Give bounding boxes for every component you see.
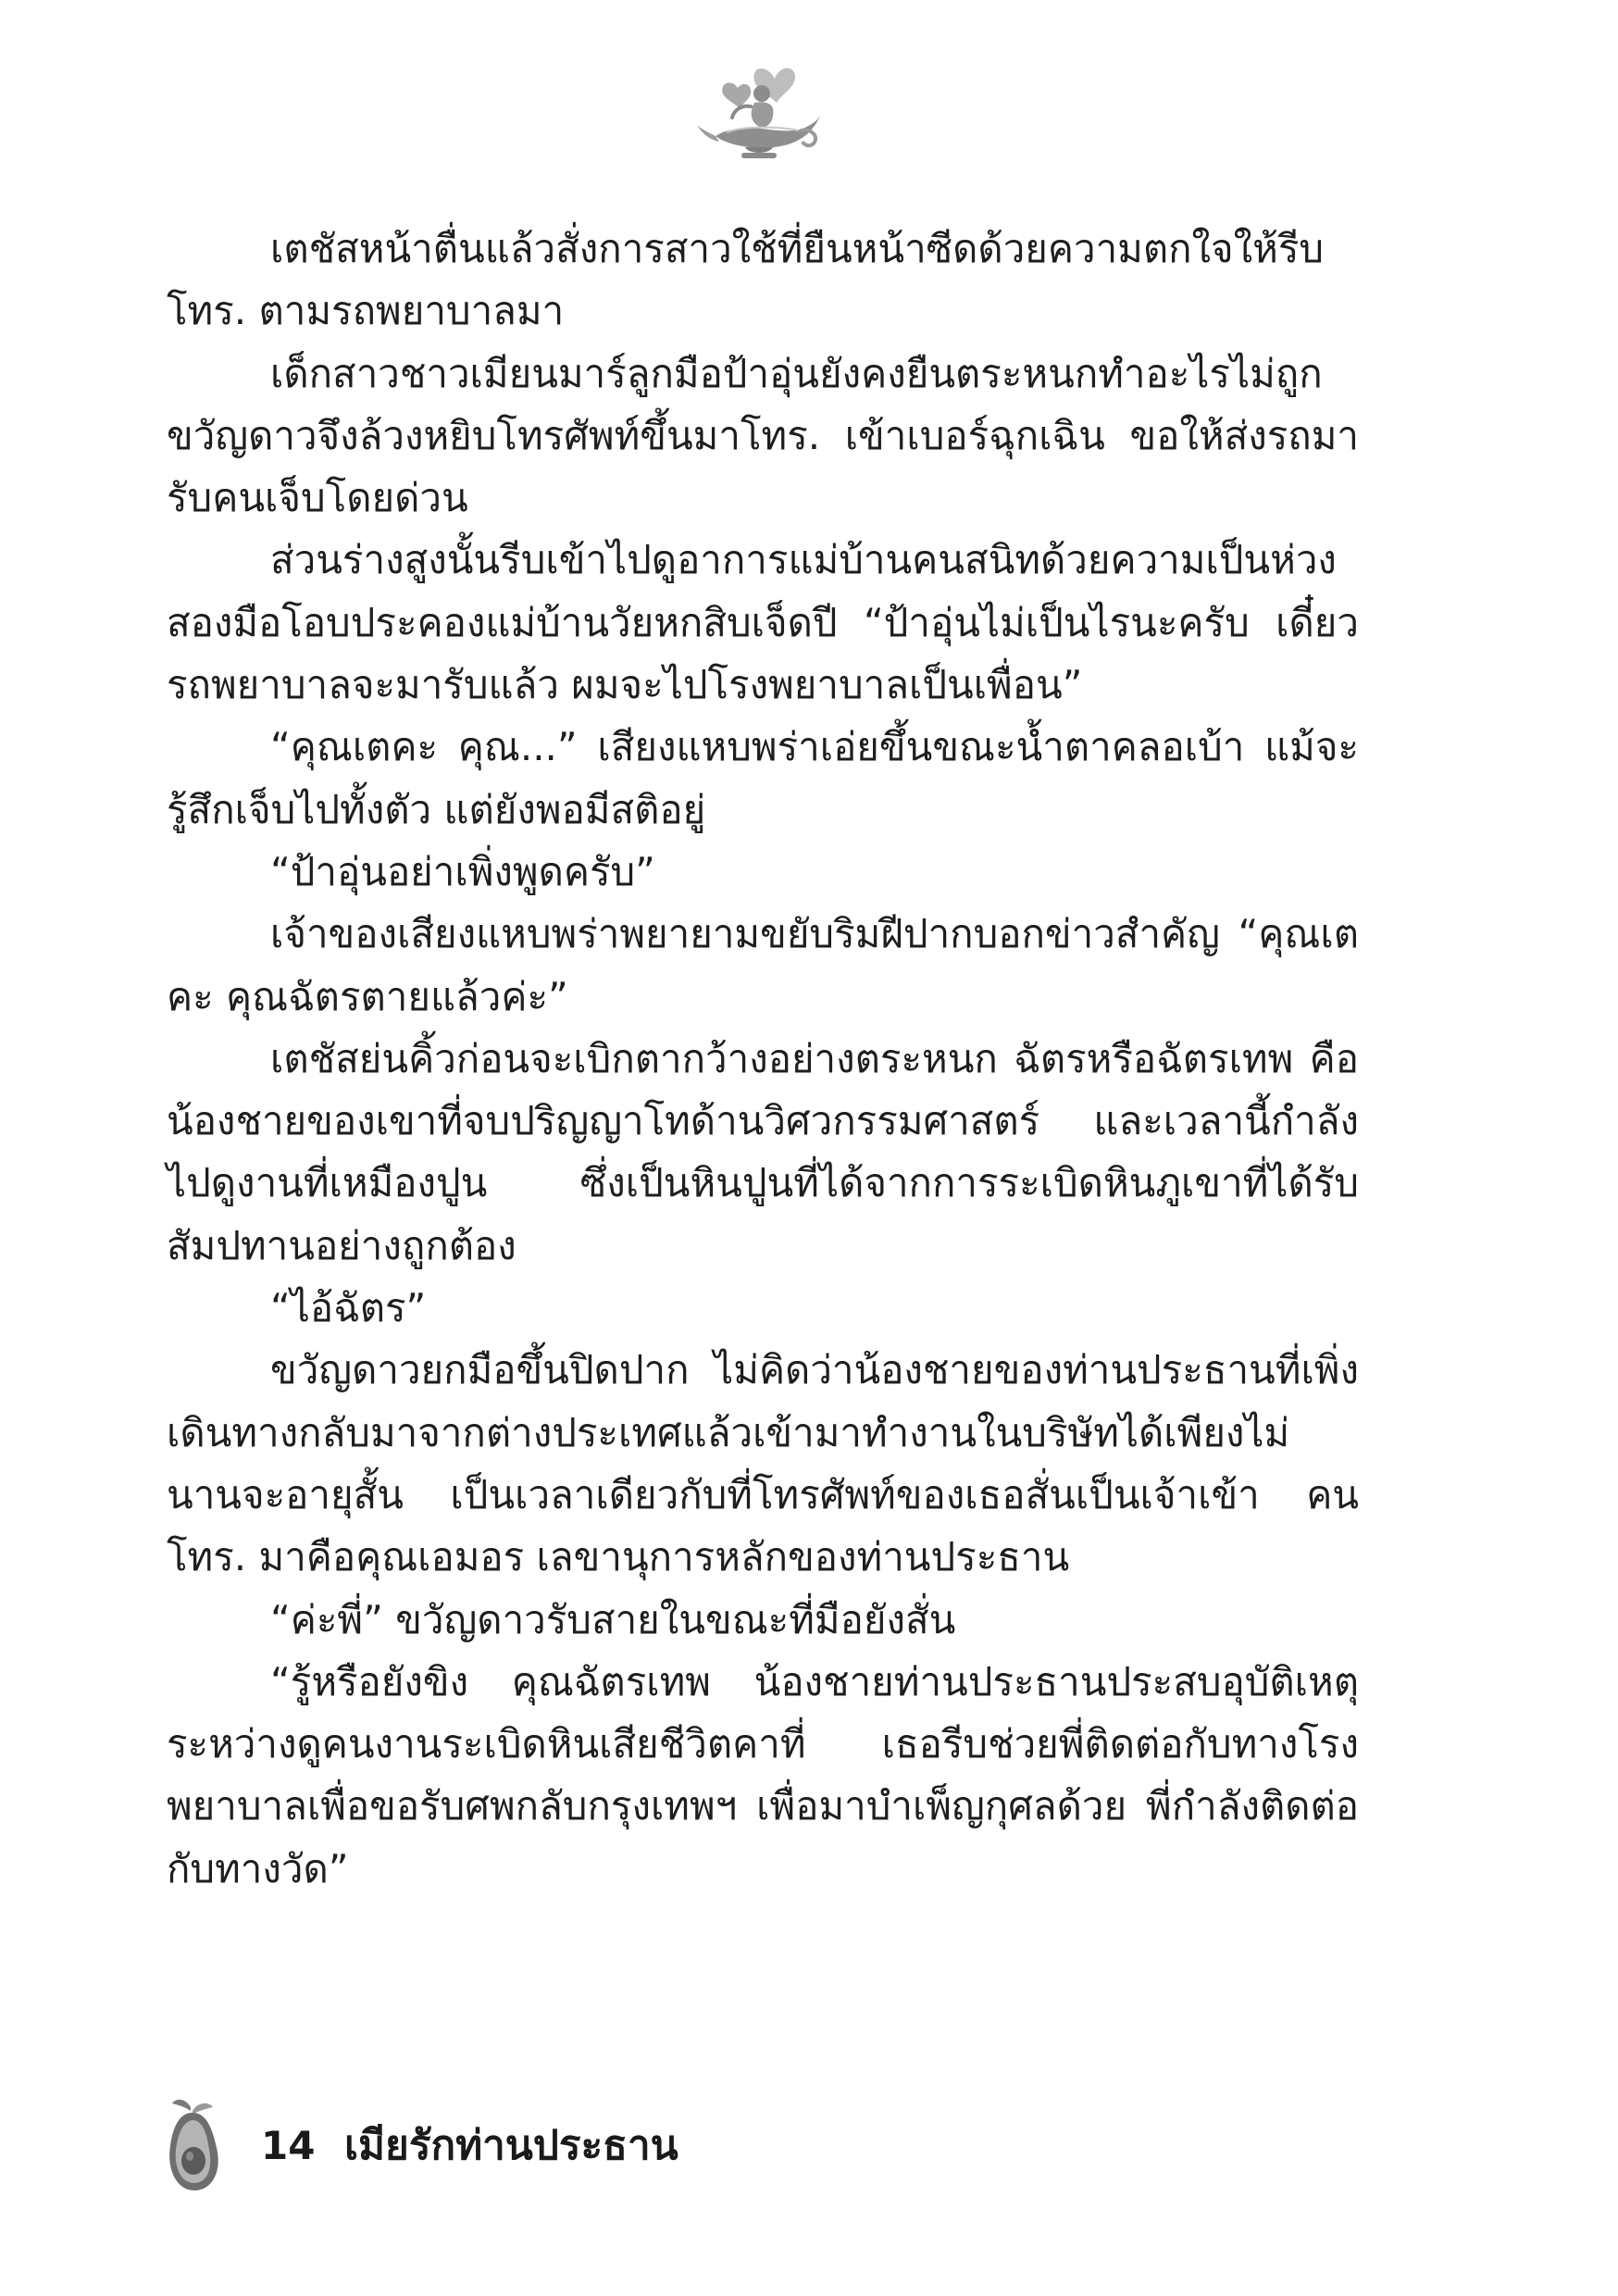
paragraph: “คุณเตคะ คุณ...” เสียงแหบพร่าเอ่ยขึ้นขณะน้ำตาคลอเบ้า แม้จะรู้สึกเจ็บไปทั้งตัว แต่ยังพอมีสติอยู่ <box>167 724 1359 832</box>
page-footer <box>157 2094 1083 2196</box>
paragraph: เตชัสย่นคิ้วก่อนจะเบิกตากว้างอย่างตระหนก ฉัตรหรือฉัตรเทพ คือน้องชายของเขาที่จบปริญญาโทด้านวิศวกรรมศาสตร์ และเวลานี้กำลังไปดูงานที่เหมืองปูน ซึ่งเป็นหินปูนที่ได้จากการระเบิดหินภูเขาที่ได้รับสัมปทานอย่างถูกต้อง <box>167 1035 1359 1268</box>
cupid-on-magic-lamp-icon <box>690 51 828 171</box>
paragraph: ส่วนร่างสูงนั้นรีบเข้าไปดูอาการแม่บ้านคนสนิทด้วยความเป็นห่วง สองมือโอบประคองแม่บ้านวัยหกสิบเจ็ดปี “ป้าอุ่นไม่เป็นไรนะครับ เดี๋ยวรถพยาบาลจะมารับแล้ว ผมจะไปโรงพยาบาลเป็นเพื่อน” <box>167 537 1359 708</box>
paragraph: “ป้าอุ่นอย่าเพิ่งพูดครับ” <box>270 848 655 894</box>
paragraph: ขวัญดาวยกมือขึ้นปิดปาก ไม่คิดว่าน้องชายของท่านประธานที่เพิ่งเดินทางกลับมาจากต่างประเทศแล้วเข้ามาทำงานในบริษัทได้เพียงไม่นานจะอายุสั้น เป็นเวลาเดียวกับที่โทรศัพท์ของเธอสั่นเป็นเจ้าเข้า คนโทร. มาคือคุณเอมอร เลขานุการหลักของท่านประธาน <box>167 1347 1359 1580</box>
paragraph: เด็กสาวชาวเมียนมาร์ลูกมือป้าอุ่นยังคงยืนตระหนกทำอะไรไม่ถูก ขวัญดาวจึงล้วงหยิบโทรศัพท์ขึ้นมาโทร. เข้าเบอร์ฉุกเฉิน ขอให้ส่งรถมารับคนเจ็บโดยด่วน <box>167 350 1359 521</box>
page-number: 14 <box>261 2123 316 2168</box>
paragraph: เจ้าของเสียงแหบพร่าพยายามขยับริมฝีปากบอกข่าวสำคัญ “คุณเตคะ คุณฉัตรตายแล้วค่ะ” <box>167 911 1359 1019</box>
avocado-icon <box>157 2094 228 2196</box>
paragraph: เตชัสหน้าตื่นแล้วสั่งการสาวใช้ที่ยืนหน้าซีดด้วยความตกใจให้รีบโทร. ตามรถพยาบาลมา <box>167 226 1325 334</box>
paragraph: “รู้หรือยังขิง คุณฉัตรเทพ น้องชายท่านประธานประสบอุบัติเหตุระหว่างดูคนงานระเบิดหินเสียชีวิตคาที่ เธอรีบช่วยพี่ติดต่อกับทางโรงพยาบาลเพื่อขอรับศพกลับกรุงเทพฯ เพื่อมาบำเพ็ญกุศลด้วย พี่กำลังติดต่อกับทางวัด” <box>167 1658 1359 1891</box>
body-text <box>167 218 1359 1900</box>
paragraph: “ไอ้ฉัตร” <box>270 1285 427 1331</box>
paragraph: “ค่ะพี่” ขวัญดาวรับสายในขณะที่มือยังสั่น <box>270 1596 956 1642</box>
book-title: เมียรักท่านประธาน <box>344 2122 678 2169</box>
